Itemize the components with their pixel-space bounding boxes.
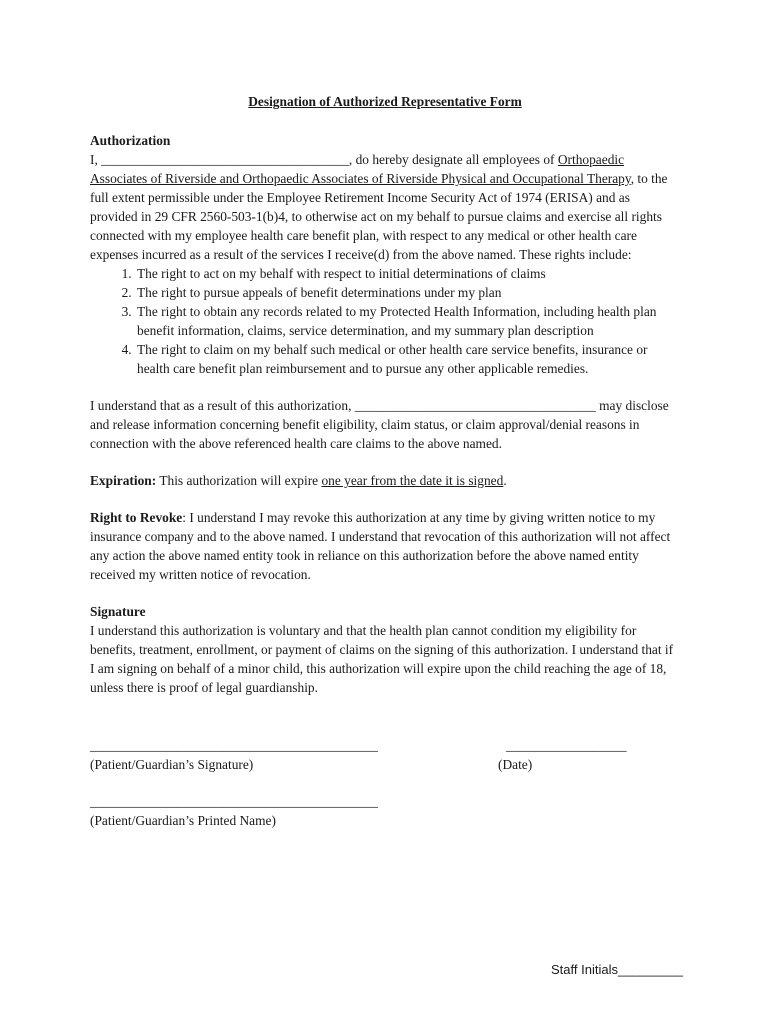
form-title: Designation of Authorized Representative Form	[248, 94, 522, 109]
rights-list-item: 1. The right to act on my behalf with respect to initial determinations of claims	[135, 264, 680, 283]
authorization-section	[90, 131, 680, 378]
rights-list-item: 4. The right to claim on my behalf such medical or other health care service benefits, insurance or health care benefit plan reimbursement and to pursue any other applicable remedies.	[135, 340, 680, 378]
disclosure-text: I understand that as a result of this authorization, ____________________________________ may disclose and release information concerning benefit eligibility, claim status, or claim approval/denial reasons in connection with the above referenced health care claims to the above named.	[90, 398, 669, 451]
date-field[interactable]	[498, 736, 627, 774]
authorization-text	[90, 150, 680, 264]
rights-list-item: 3. The right to obtain any records related to my Protected Health Information, including health plan benefit information, claims, service determination, and my summary plan description	[135, 302, 680, 340]
designated-entity: Orthopaedic Associates of Riverside and Orthopaedic Associates of Riverside Physical and Occupational Therapy	[90, 152, 631, 186]
designee-line[interactable]: I, _____________________________________, do hereby designate all employees of	[90, 152, 555, 167]
expiration-end: .	[503, 473, 507, 488]
revoke-text	[90, 508, 680, 584]
printed-name-label: (Patient/Guardian’s Printed Name)	[90, 813, 276, 828]
signature-line[interactable]: ___________________________________________	[90, 738, 378, 753]
revoke-body: : I understand I may revoke this authorization at any time by giving written notice to my insurance company and to the above named. I understand that revocation of this authorization will not affect any action the above named entity took in reliance on this authorization before the above named entity received my written notice of revocation.	[90, 510, 671, 582]
signature-fields	[90, 736, 680, 826]
signature-section	[90, 602, 680, 697]
signature-label: (Patient/Guardian’s Signature)	[90, 757, 254, 772]
date-label: (Date)	[498, 757, 533, 772]
printed-name-field[interactable]	[90, 792, 378, 830]
authorization-body: , to the full extent permissible under the Employee Retirement Income Security Act of 1974 (ERISA) and as provided in 29 CFR 2560-503-1(b)4, to otherwise act on my behalf to pursue claims and exercise all rights connected with my employee health care benefit plan, with respect to any medical or other health care expenses incurred as a result of the services I receive(d) from the above named. These rights include:	[90, 171, 668, 262]
expiration-label: Expiration:	[90, 473, 157, 488]
disclosure-section	[90, 396, 680, 453]
expiration-section	[90, 471, 680, 490]
signature-text: I understand this authorization is voluntary and that the health plan cannot condition my eligibility for benefits, treatment, enrollment, or payment of claims on the signing of this authorization. I understand that if I am signing on behalf of a minor child, this authorization will expire upon the child reaching the age of 18, unless there is proof of legal guardianship.	[90, 623, 674, 695]
revoke-section	[90, 508, 680, 584]
signature-field[interactable]	[90, 736, 378, 774]
expiration-text	[90, 471, 680, 490]
staff-initials[interactable]: Staff Initials_________	[551, 962, 684, 977]
authorization-heading: Authorization	[90, 133, 171, 148]
revoke-label: Right to Revoke	[90, 510, 183, 525]
expiration-term: one year from the date it is signed	[321, 473, 504, 488]
printed-name-line[interactable]: ___________________________________________	[90, 794, 378, 809]
signature-heading: Signature	[90, 604, 146, 619]
form-page	[90, 92, 680, 826]
rights-list-item: 2. The right to pursue appeals of benefit determinations under my plan	[135, 283, 680, 302]
expiration-body: This authorization will expire	[156, 473, 322, 488]
date-line[interactable]: __________________	[506, 738, 627, 753]
rights-list	[90, 264, 680, 378]
